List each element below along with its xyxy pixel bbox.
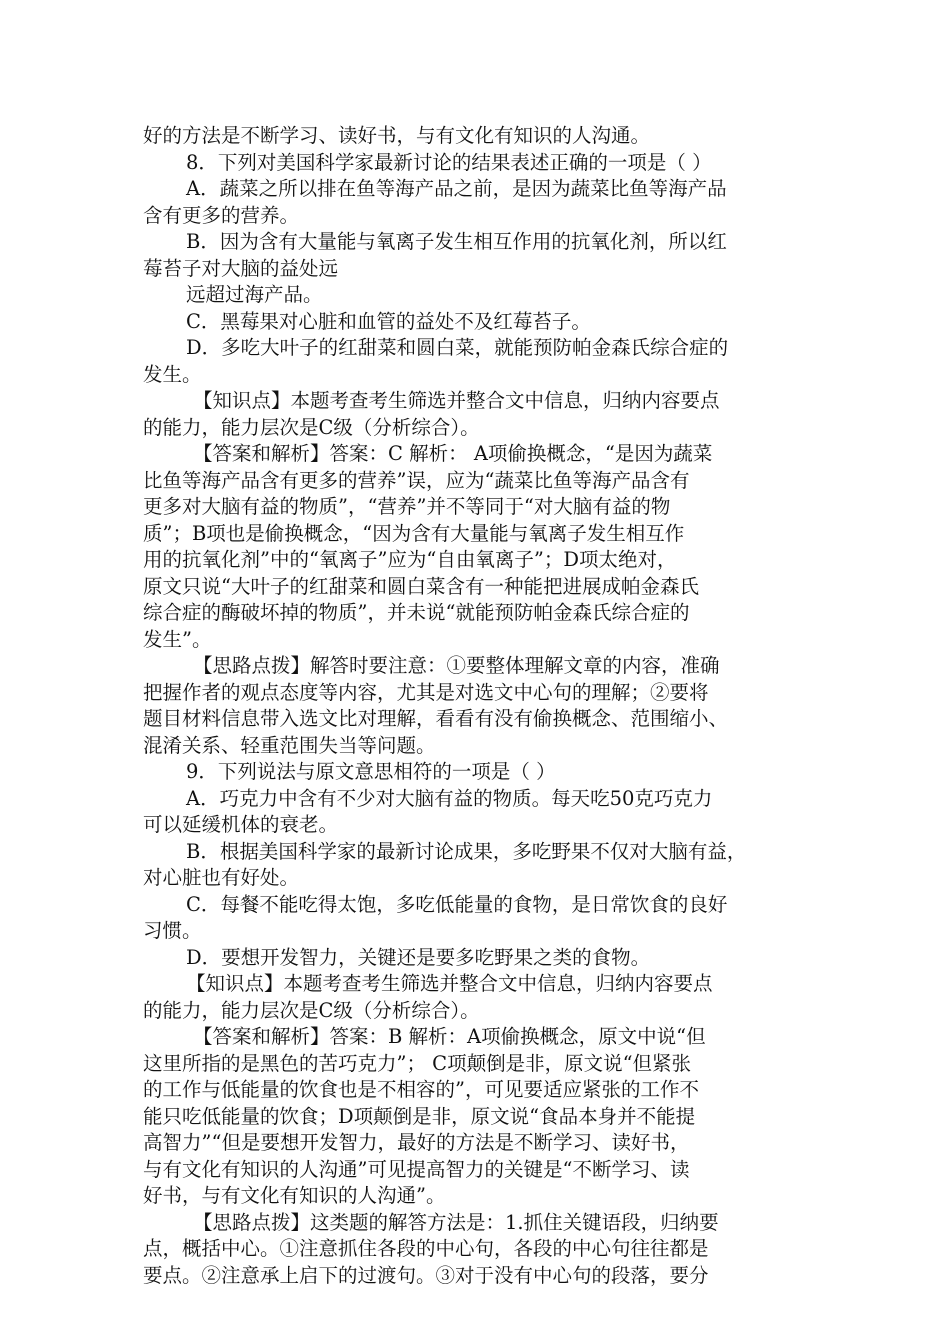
text-line: 题目材料信息带入选文比对理解，看看有没有偷换概念、范围缩小、 xyxy=(143,707,729,730)
q8-thinking-tips: 【思路点拨】解答时要注意：①要整体理解文章的内容，准确 xyxy=(193,654,720,677)
text-line: 这里所指的是黑色的苦巧克力”； C项颠倒是非，原文说“但紧张 xyxy=(143,1051,692,1075)
text-line: 莓苔子对大脑的益处远 xyxy=(143,256,339,280)
q9-thinking-tips: 【思路点拨】这类题的解答方法是：1.抓住关键语段，归纳要 xyxy=(193,1210,719,1234)
text-line: 用的抗氧化剂”中的“氧离子”应为“自由氧离子”；D项太绝对， xyxy=(143,548,677,571)
document-page xyxy=(143,123,808,1289)
q8-option-a: A．蔬菜之所以排在鱼等海产品之前，是因为蔬菜比鱼等海产品 xyxy=(186,177,727,200)
q9-option-d: D．要想开发智力，关键还是要多吃野果之类的食物。 xyxy=(186,945,651,969)
text-line: 的能力，能力层次是C级（分析综合）。 xyxy=(143,998,480,1022)
text-line: 可以延缓机体的衰老。 xyxy=(143,813,339,836)
text-line: 远超过海产品。 xyxy=(186,283,323,306)
q8-option-b: B．因为含有大量能与氧离子发生相互作用的抗氧化剂，所以红 xyxy=(186,230,727,253)
text-line: 质”；B项也是偷换概念，“因为含有大量能与氧离子发生相互作 xyxy=(143,521,685,545)
q9-knowledge-point: 【知识点】本题考查考生筛选并整合文中信息，归纳内容要点 xyxy=(186,972,713,995)
q9-answer-analysis: 【答案和解析】答案：B 解析：A项偷换概念，原文中说“但 xyxy=(193,1025,706,1048)
text-line: 发生”。 xyxy=(143,627,212,651)
q8-option-c: C．黑莓果对心脏和血管的益处不及红莓苔子。 xyxy=(186,309,591,333)
text-line: 与有文化有知识的人沟通”可见提高智力的关键是“不断学习、读 xyxy=(143,1157,690,1181)
text-line: 要点。②注意承上启下的过渡句。③对于没有中心句的段落，要分 xyxy=(143,1263,709,1287)
q9-option-c: C．每餐不能吃得太饱，多吃低能量的食物，是日常饮食的良好 xyxy=(186,892,728,916)
text-line: 比鱼等海产品含有更多的营养”误，应为“蔬菜比鱼等海产品含有 xyxy=(143,468,690,492)
q9-option-b: B．根据美国科学家的最新讨论成果，多吃野果不仅对大脑有益， xyxy=(186,839,747,863)
text-line: 综合症的酶破坏掉的物质”，并未说“就能预防帕金森氏综合症的 xyxy=(143,601,690,624)
text-line: 更多对大脑有益的物质”，“营养”并不等同于“对大脑有益的物 xyxy=(143,495,671,518)
text-line: 的能力，能力层次是C级（分析综合）。 xyxy=(143,415,480,439)
question-9-stem: 9．下列说法与原文意思相符的一项是（ ） xyxy=(186,760,556,783)
text-line: 好书，与有文化有知识的人沟通”。 xyxy=(143,1184,446,1207)
q8-option-d: D．多吃大叶子的红甜菜和圆白菜，就能预防帕金森氏综合症的 xyxy=(186,336,729,359)
text-line: 原文只说“大叶子的红甜菜和圆白菜含有一种能把进展成帕金森氏 xyxy=(143,574,699,598)
text-line: 把握作者的观点态度等内容，尤其是对选文中心句的理解；②要将 xyxy=(143,680,709,704)
q8-answer-analysis: 【答案和解析】答案：C 解析： A项偷换概念，“是因为蔬菜 xyxy=(193,442,713,465)
text-line: 对心脏也有好处。 xyxy=(143,866,300,889)
text-line: 的工作与低能量的饮食也是不相容的”，可见要适应紧张的工作不 xyxy=(143,1078,699,1101)
text-line: 点，概括中心。①注意抓住各段的中心句，各段的中心句往往都是 xyxy=(143,1237,709,1260)
text-line: 高智力”“但是要想开发智力，最好的方法是不断学习、读好书， xyxy=(143,1131,690,1154)
text-line: 习惯。 xyxy=(143,919,202,942)
text-line: 发生。 xyxy=(143,362,202,386)
text-line: 好的方法是不断学习、读好书，与有文化有知识的人沟通。 xyxy=(143,124,651,147)
text-line: 混淆关系、轻重范围失当等问题。 xyxy=(143,733,436,757)
text-line: 能只吃低能量的饮食；D项颠倒是非，原文说“食品本身并不能提 xyxy=(143,1104,696,1128)
text-line: 含有更多的营养。 xyxy=(143,203,300,227)
question-8-stem: 8．下列对美国科学家最新讨论的结果表述正确的一项是（ ） xyxy=(186,150,712,174)
q8-knowledge-point: 【知识点】本题考查考生筛选并整合文中信息，归纳内容要点 xyxy=(193,389,720,412)
q9-option-a: A．巧克力中含有不少对大脑有益的物质。每天吃50克巧克力 xyxy=(186,786,713,810)
